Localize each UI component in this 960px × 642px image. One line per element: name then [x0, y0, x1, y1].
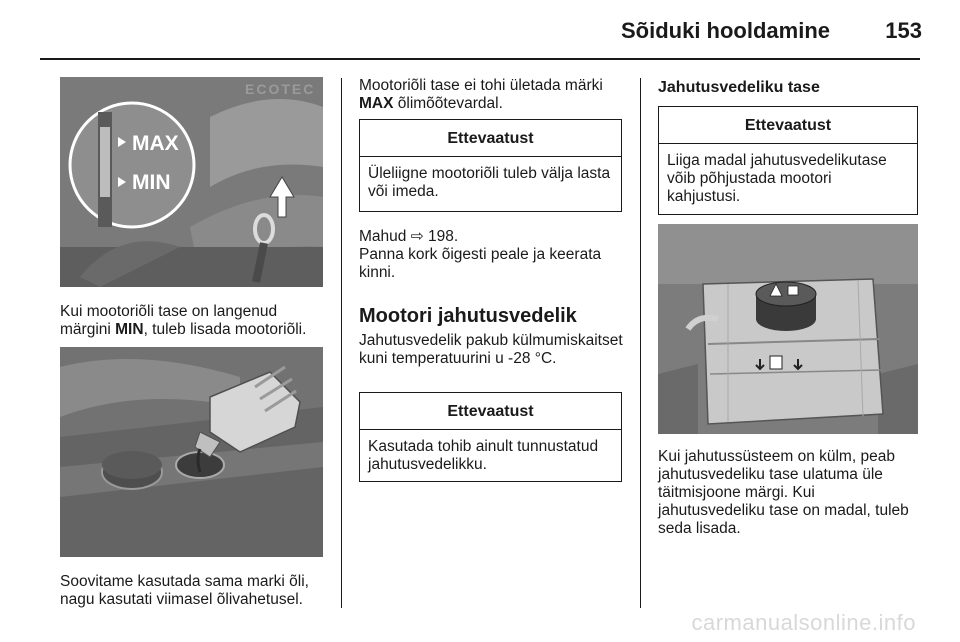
watermark: carmanualsonline.info — [691, 610, 916, 635]
warning-title: Ettevaatust — [659, 107, 917, 144]
header-divider — [40, 58, 920, 60]
coolant-heading: Mootori jahutusvedelik — [359, 305, 577, 327]
warning-box-approved-coolant — [359, 392, 622, 482]
warning-text: Kasutada tohib ainult tunnustatud jahutusvedelikku. — [368, 438, 599, 473]
warning-text: Üleliigne mootoriõli tuleb välja lasta või imeda. — [368, 165, 611, 200]
column-divider-1 — [341, 78, 342, 608]
warning-box-low-coolant — [658, 106, 918, 215]
min-mark-label: MIN — [132, 171, 171, 194]
oil-min-paragraph: Kui mootoriõli tase on langenud märgini MIN, tuleb lisada mootoriõli. — [60, 303, 307, 338]
max-mark-label: MAX — [132, 132, 179, 155]
dipstick-illustration — [60, 77, 323, 287]
cap-paragraph: Panna kork õigesti peale ja keerata kinni. — [359, 246, 602, 281]
coolant-level-paragraph: Kui jahutussüsteem on külm, peab jahutusvedeliku tase ulatuma üle täitmisjoone märgi. Kui jahutusvedeliku tase on madal, tuleb seda lisada. — [658, 448, 909, 537]
coolant-level-heading: Jahutusvedeliku tase — [658, 79, 820, 96]
coolant-reservoir-illustration — [658, 224, 918, 434]
coolant-paragraph: Jahutusvedelik pakub külmumiskaitset kuni temperatuurini u -28 °C. — [359, 332, 623, 367]
oil-brand-paragraph: Soovitame kasutada sama marki õli, nagu kasutati viimasel õlivahetusel. — [60, 573, 309, 608]
warning-title: Ettevaatust — [360, 120, 621, 157]
oil-max-paragraph: Mootoriõli tase ei tohi ületada märki MAX õlimõõtevardal. — [359, 77, 603, 112]
page-number: 153 — [885, 18, 922, 43]
engine-badge-label: ECOTEC — [245, 81, 316, 97]
capacities-reference: Mahud ⇨ 198. — [359, 228, 459, 245]
warning-title: Ettevaatust — [360, 393, 621, 430]
column-divider-2 — [640, 78, 641, 608]
section-title: Sõiduki hooldamine — [620, 18, 830, 43]
warning-box-excess-oil — [359, 119, 622, 212]
oil-filling-illustration — [60, 347, 323, 557]
warning-text: Liiga madal jahutusvedelikutase võib põhjustada mootori kahjustusi. — [667, 152, 887, 205]
